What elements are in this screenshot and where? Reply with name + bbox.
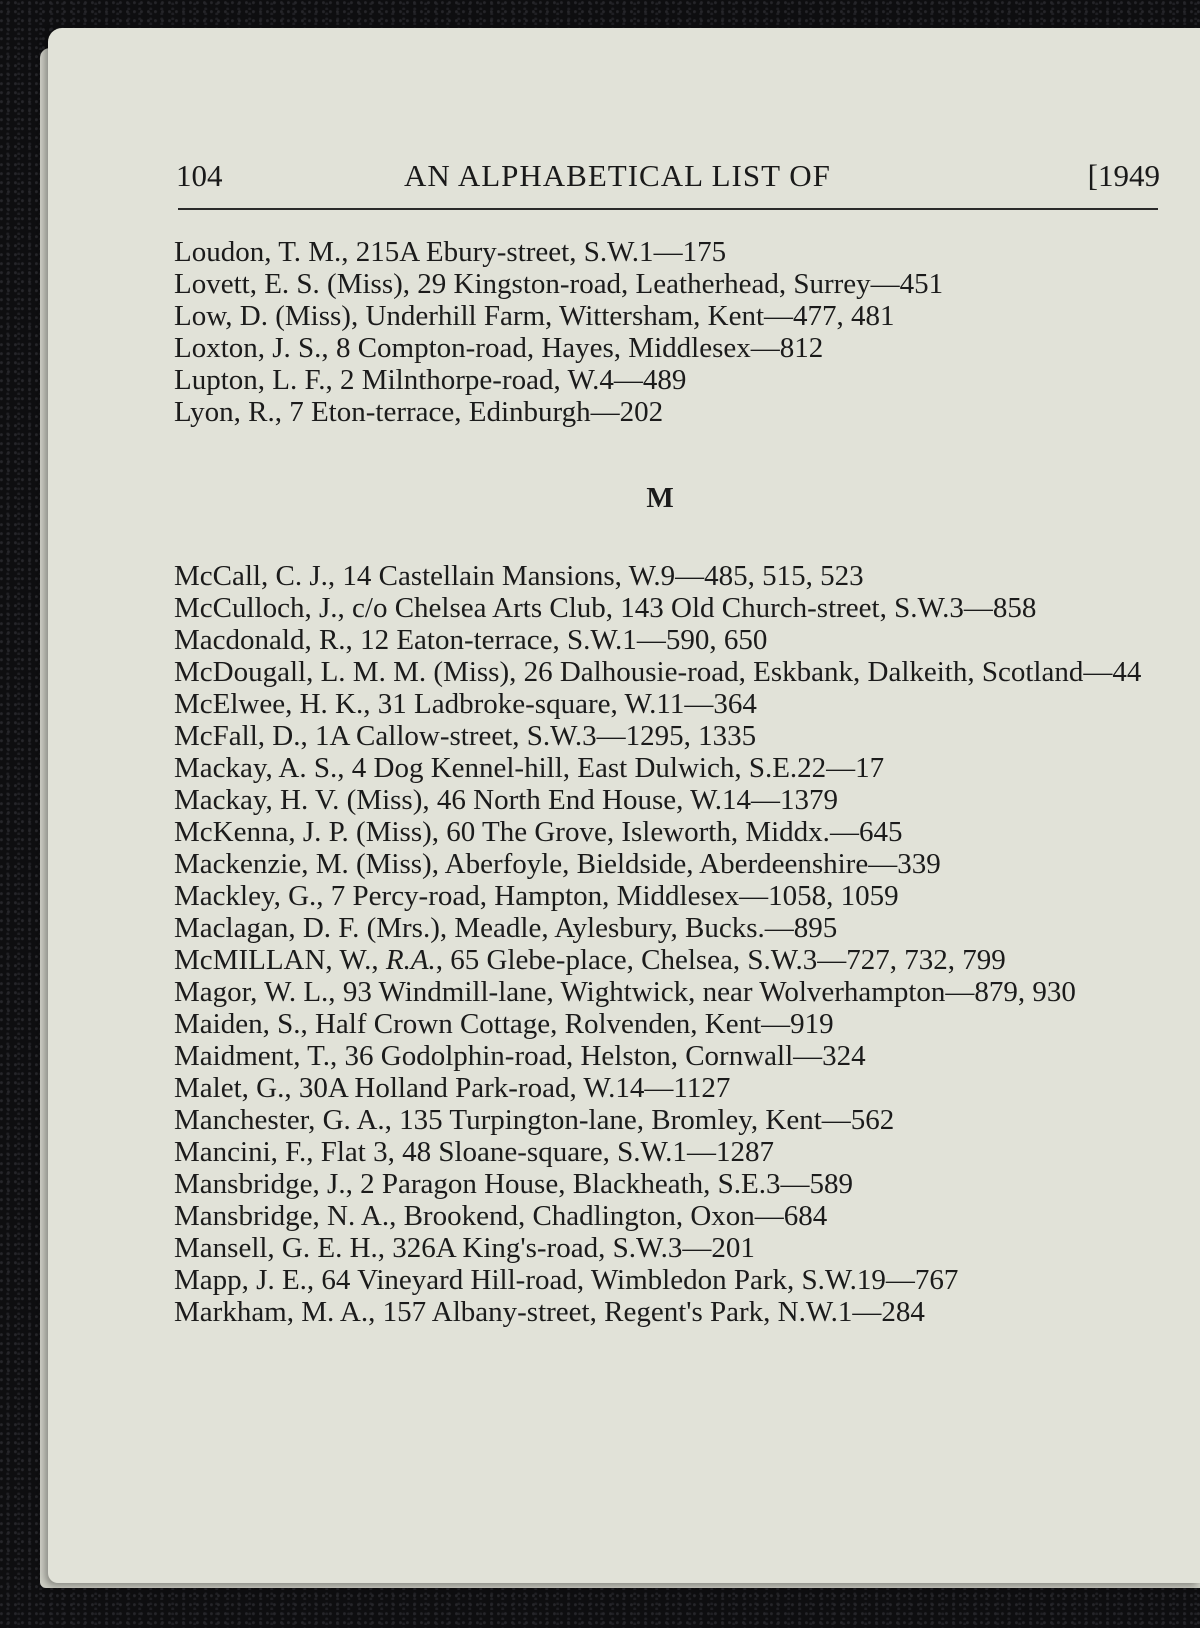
entry-name: Magor, W. L., bbox=[174, 976, 336, 1008]
entry-name: Mackenzie, M. (Miss), bbox=[174, 848, 439, 880]
entry-address: 60 The Grove, Isleworth, Middx. bbox=[446, 816, 830, 848]
list-entry bbox=[174, 1200, 1164, 1232]
entry-address: 14 Castellain Mansions, W.9 bbox=[342, 560, 676, 592]
list-entry bbox=[174, 560, 1164, 592]
header-rule bbox=[178, 208, 1158, 210]
entry-dash: — bbox=[754, 1200, 784, 1232]
entry-address: 135 Turpington-lane, Bromley, Kent bbox=[399, 1104, 822, 1136]
entry-address: 1A Callow-street, S.W.3 bbox=[314, 720, 597, 752]
list-entry bbox=[174, 944, 1164, 976]
entry-dash: — bbox=[829, 816, 859, 848]
list-entry bbox=[174, 1232, 1164, 1264]
entry-dash: — bbox=[761, 1008, 791, 1040]
list-entry bbox=[174, 624, 1164, 656]
entry-address: 26 Dalhousie-road, Eskbank, Dalkeith, Scotland bbox=[523, 656, 1084, 688]
entry-pages: 919 bbox=[790, 1008, 834, 1040]
list-entry bbox=[174, 880, 1164, 912]
entry-pages: 44 bbox=[1112, 656, 1142, 688]
entry-name: McDougall, L. M. M. (Miss), bbox=[174, 656, 517, 688]
entry-name: Malet, G., bbox=[174, 1072, 292, 1104]
list-entry bbox=[174, 236, 1164, 268]
entry-pages: 645 bbox=[858, 816, 903, 848]
list-entry bbox=[174, 752, 1164, 784]
entry-address: c/o Chelsea Arts Club, 143 Old Church-street, S.W.3 bbox=[352, 592, 964, 624]
entry-dash: — bbox=[945, 976, 975, 1008]
list-entry bbox=[174, 1168, 1164, 1200]
entry-address: 29 Kingston-road, Leatherhead, Surrey bbox=[417, 268, 871, 300]
entry-address: 326A King's-road, S.W.3 bbox=[392, 1232, 683, 1264]
entry-pages: 895 bbox=[793, 912, 838, 944]
entry-pages: 1058, 1059 bbox=[768, 880, 899, 912]
entry-address: Half Crown Cottage, Rolvenden, Kent bbox=[314, 1008, 762, 1040]
entry-address: 30A Holland Park-road, W.14 bbox=[298, 1072, 645, 1104]
list-entry bbox=[174, 1040, 1164, 1072]
entry-pages: 590, 650 bbox=[665, 624, 768, 656]
entry-list-m bbox=[174, 560, 1164, 1328]
entry-dash: — bbox=[764, 300, 794, 332]
entry-pages: 1127 bbox=[673, 1072, 731, 1104]
entry-pages: 175 bbox=[682, 236, 727, 268]
entry-dash: — bbox=[596, 720, 626, 752]
entry-list-l bbox=[174, 236, 1164, 428]
entry-address: 46 North End House, W.14 bbox=[436, 784, 752, 816]
list-entry bbox=[174, 268, 1164, 300]
entry-dash: — bbox=[885, 1264, 915, 1296]
entry-name: Mansell, G. E. H., bbox=[174, 1232, 386, 1264]
list-entry bbox=[174, 1008, 1164, 1040]
entry-name: Low, D. (Miss), bbox=[174, 300, 359, 332]
entry-pages: 589 bbox=[809, 1168, 853, 1200]
entry-address: 12 Eaton-terrace, S.W.1 bbox=[360, 624, 637, 656]
entry-name: Mackay, A. S., bbox=[174, 752, 345, 784]
entry-address: Brookend, Chadlington, Oxon bbox=[403, 1200, 755, 1232]
entry-name: Mapp, J. E., bbox=[174, 1264, 315, 1296]
entry-address: 7 Eton-terrace, Edinburgh bbox=[289, 396, 591, 428]
entry-address: 36 Godolphin-road, Helston, Cornwall bbox=[344, 1040, 794, 1072]
entry-address: 215A Ebury-street, S.W.1 bbox=[355, 236, 654, 268]
entry-name: McElwee, H. K., bbox=[174, 688, 371, 720]
entry-dash: — bbox=[826, 752, 856, 784]
entry-address: 4 Dog Kennel-hill, East Dulwich, S.E.22 bbox=[351, 752, 827, 784]
entry-pages: 1287 bbox=[715, 1136, 774, 1168]
entry-pages: 284 bbox=[881, 1296, 925, 1328]
entry-address: , 65 Glebe-place, Chelsea, S.W.3 bbox=[435, 944, 818, 976]
entry-address: Meadle, Aylesbury, Bucks. bbox=[454, 912, 765, 944]
list-entry bbox=[174, 720, 1164, 752]
entry-dash: — bbox=[751, 784, 781, 816]
entry-address: 2 Paragon House, Blackheath, S.E.3 bbox=[360, 1168, 781, 1200]
entry-address: Underhill Farm, Wittersham, Kent bbox=[365, 300, 765, 332]
entry-dash: — bbox=[870, 268, 900, 300]
entry-pages: 562 bbox=[850, 1104, 895, 1136]
entry-dash: — bbox=[636, 624, 666, 656]
entry-pages: 727, 732, 799 bbox=[846, 944, 1006, 976]
list-entry bbox=[174, 1136, 1164, 1168]
list-entry bbox=[174, 976, 1164, 1008]
entry-name: McFall, D., bbox=[174, 720, 308, 752]
entry-dash: — bbox=[963, 592, 993, 624]
entry-dash: — bbox=[613, 364, 643, 396]
list-entry bbox=[174, 1296, 1164, 1328]
entry-pages: 1379 bbox=[780, 784, 839, 816]
entry-dash: — bbox=[817, 944, 847, 976]
list-entry bbox=[174, 912, 1164, 944]
entry-dash: — bbox=[684, 688, 714, 720]
entry-name: Mackay, H. V. (Miss), bbox=[174, 784, 430, 816]
entry-name: Maidment, T., bbox=[174, 1040, 338, 1072]
list-entry bbox=[174, 848, 1164, 880]
entry-dash: — bbox=[852, 1296, 882, 1328]
entry-dash: — bbox=[686, 1136, 716, 1168]
section-letter: M bbox=[646, 482, 674, 514]
entry-name: Mancini, F., bbox=[174, 1136, 314, 1168]
entry-pages: 339 bbox=[897, 848, 941, 880]
entry-pages: 1295, 1335 bbox=[625, 720, 757, 752]
entry-name: Loxton, J. S., bbox=[174, 332, 329, 364]
entry-name: Macdonald, R., bbox=[174, 624, 353, 656]
entry-name: Loudon, T. M., bbox=[174, 236, 349, 268]
entry-pages: 485, 515, 523 bbox=[704, 560, 864, 592]
entry-dash: — bbox=[764, 912, 794, 944]
list-entry bbox=[174, 364, 1164, 396]
entry-pages: 201 bbox=[711, 1232, 755, 1264]
entry-pages: 767 bbox=[914, 1264, 959, 1296]
entry-pages: 812 bbox=[779, 332, 824, 364]
entry-dash: — bbox=[590, 396, 620, 428]
entry-pages: 684 bbox=[783, 1200, 828, 1232]
entry-pages: 17 bbox=[855, 752, 885, 784]
entry-dash: — bbox=[793, 1040, 823, 1072]
entry-pages: 202 bbox=[619, 396, 664, 428]
entry-dash: — bbox=[682, 1232, 712, 1264]
entry-address: Flat 3, 48 Sloane-square, S.W.1 bbox=[320, 1136, 687, 1168]
entry-pages: 858 bbox=[992, 592, 1037, 624]
entry-name: McCulloch, J., bbox=[174, 592, 345, 624]
list-entry bbox=[174, 1072, 1164, 1104]
entry-address: 93 Windmill-lane, Wightwick, near Wolverhampton bbox=[342, 976, 946, 1008]
page-number: 104 bbox=[176, 158, 223, 193]
page-title: AN ALPHABETICAL LIST OF bbox=[404, 158, 831, 193]
list-entry bbox=[174, 688, 1164, 720]
entry-name: Maclagan, D. F. (Mrs.), bbox=[174, 912, 448, 944]
entry-dash: — bbox=[1083, 656, 1113, 688]
entry-dash: — bbox=[750, 332, 780, 364]
entry-dash: — bbox=[868, 848, 898, 880]
list-entry bbox=[174, 396, 1164, 428]
entry-dash: — bbox=[653, 236, 683, 268]
list-entry bbox=[174, 1104, 1164, 1136]
entry-name: Lovett, E. S. (Miss), bbox=[174, 268, 411, 300]
entry-name: McKenna, J. P. (Miss), bbox=[174, 816, 440, 848]
entry-dash: — bbox=[780, 1168, 810, 1200]
entry-pages: 477, 481 bbox=[793, 300, 895, 332]
list-entry bbox=[174, 592, 1164, 624]
entry-name: Mansbridge, N. A., bbox=[174, 1200, 397, 1232]
year-label: [1949 bbox=[1087, 158, 1160, 193]
list-entry bbox=[174, 332, 1164, 364]
entry-dash: — bbox=[739, 880, 769, 912]
entry-address: 31 Ladbroke-square, W.11 bbox=[377, 688, 685, 720]
list-entry bbox=[174, 816, 1164, 848]
entry-dash: — bbox=[821, 1104, 851, 1136]
entry-dash: — bbox=[675, 560, 705, 592]
entry-name: Maiden, S., bbox=[174, 1008, 308, 1040]
entry-pages: 451 bbox=[899, 268, 944, 300]
entry-name: Markham, M. A., bbox=[174, 1296, 376, 1328]
entry-dash: — bbox=[644, 1072, 674, 1104]
entry-honour: R.A. bbox=[385, 944, 436, 976]
list-entry bbox=[174, 784, 1164, 816]
entry-address: 8 Compton-road, Hayes, Middlesex bbox=[335, 332, 751, 364]
entry-name: Lyon, R., bbox=[174, 396, 282, 428]
entry-name: McCall, C. J., bbox=[174, 560, 336, 592]
entry-name: McMILLAN, W., bbox=[174, 944, 379, 976]
list-entry bbox=[174, 656, 1164, 688]
entry-name: Mansbridge, J., bbox=[174, 1168, 353, 1200]
list-entry bbox=[174, 300, 1164, 332]
entry-name: Mackley, G., bbox=[174, 880, 324, 912]
entry-address: 64 Vineyard Hill-road, Wimbledon Park, S.W.19 bbox=[321, 1264, 886, 1296]
running-head bbox=[176, 158, 1160, 202]
list-entry bbox=[174, 1264, 1164, 1296]
entry-pages: 879, 930 bbox=[974, 976, 1076, 1008]
entry-address: 7 Percy-road, Hampton, Middlesex bbox=[330, 880, 740, 912]
entry-pages: 324 bbox=[822, 1040, 866, 1072]
entry-pages: 364 bbox=[713, 688, 757, 720]
entry-name: Manchester, G. A., bbox=[174, 1104, 392, 1136]
entry-address: Aberfoyle, Bieldside, Aberdeenshire bbox=[444, 848, 869, 880]
entry-name: Lupton, L. F., bbox=[174, 364, 333, 396]
entry-pages: 489 bbox=[642, 364, 687, 396]
entry-address: 2 Milnthorpe-road, W.4 bbox=[340, 364, 614, 396]
entry-address: 157 Albany-street, Regent's Park, N.W.1 bbox=[382, 1296, 853, 1328]
